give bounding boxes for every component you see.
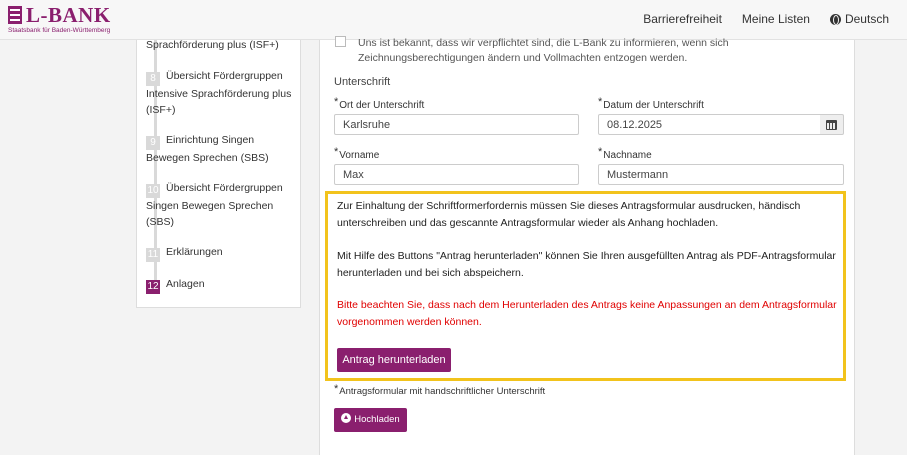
ort-input[interactable] <box>334 114 579 135</box>
nav-language-label: Deutsch <box>844 12 889 26</box>
step-12-active[interactable] <box>146 276 298 294</box>
step-10[interactable] <box>146 180 298 230</box>
ort-label <box>334 96 424 111</box>
step-7-partial[interactable] <box>146 37 298 53</box>
nachname-input[interactable] <box>598 164 844 185</box>
step-label: Übersicht Fördergruppen Intensive Sprachförderung plus (ISF+) <box>146 70 292 116</box>
required-marker: * <box>334 146 339 158</box>
brand-name: L-BANK <box>26 3 111 27</box>
step-label: Anlagen <box>166 278 205 290</box>
calendar-button[interactable] <box>820 114 844 135</box>
l-bank-logo-icon <box>8 6 22 24</box>
nachname-label <box>598 146 652 161</box>
nav-meine-listen[interactable]: Meine Listen <box>741 12 810 26</box>
upload-label <box>334 383 545 397</box>
header-nav <box>643 12 889 26</box>
datum-label-text: Datum der Unterschrift <box>603 100 704 111</box>
upload-button[interactable] <box>334 408 407 432</box>
step-sidebar <box>136 40 301 308</box>
upload-circle-icon <box>341 413 351 423</box>
signature-info-box <box>325 191 846 381</box>
info-paragraph-1: Zur Einhaltung der Schriftformerfordernis müssen Sie dieses Antragsformular ausdrucken, händisch unterschreiben und das gescannte Antragsformular wieder als Anhang hochladen. <box>337 200 801 229</box>
required-marker: * <box>334 383 339 395</box>
authorization-note: Uns ist bekannt, dass wir verpflichtet sind, die L-Bank zu informieren, wenn sich Zeichnungsberechtigungen ändern und Vollmachten entzogen werden. <box>358 37 729 64</box>
step-label: Erklärungen <box>166 246 223 258</box>
datum-input[interactable] <box>598 114 821 135</box>
step-number: 10 <box>147 185 159 196</box>
upload-label-text: Antragsformular mit handschriftlicher Unterschrift <box>339 386 546 397</box>
l-bank-logo[interactable] <box>6 4 116 36</box>
authorization-checkbox[interactable] <box>335 36 346 47</box>
step-11[interactable] <box>146 244 298 262</box>
required-marker: * <box>598 146 603 158</box>
step-8[interactable] <box>146 68 298 118</box>
vorname-label-text: Vorname <box>339 150 380 161</box>
info-paragraph-2: Mit Hilfe des Buttons "Antrag herunterladen" können Sie Ihren ausgefüllten Antrag als PDF-Antragsformular herunterladen und bei sich abspeichern. <box>337 250 836 279</box>
form-panel <box>319 37 855 455</box>
step-9[interactable] <box>146 132 298 166</box>
top-header <box>0 0 907 40</box>
step-number: 11 <box>147 249 159 260</box>
upload-button-label: Hochladen <box>354 414 400 425</box>
step-label: Sprachförderung plus (ISF+) <box>146 39 279 51</box>
nachname-label-text: Nachname <box>603 150 652 161</box>
step-label: Einrichtung Singen Bewegen Sprechen (SBS) <box>146 134 269 164</box>
globe-icon <box>830 14 841 25</box>
step-number: 12 <box>147 281 159 292</box>
datum-label <box>598 96 704 111</box>
required-marker: * <box>334 96 339 108</box>
download-application-button[interactable]: Antrag herunterladen <box>337 348 451 372</box>
step-number: 8 <box>146 72 160 86</box>
ort-label-text: Ort der Unterschrift <box>339 100 425 111</box>
step-number: 9 <box>146 136 160 150</box>
nav-language[interactable] <box>830 12 889 26</box>
vorname-input[interactable] <box>334 164 579 185</box>
brand-tagline: Staatsbank für Baden-Württemberg <box>8 27 111 34</box>
info-warning: Bitte beachten Sie, dass nach dem Herunterladen des Antrags keine Anpassungen an dem Antragsformular vorgenommen werden können. <box>337 299 837 328</box>
required-marker: * <box>598 96 603 108</box>
step-label: Übersicht Fördergruppen Singen Bewegen Sprechen (SBS) <box>146 182 283 228</box>
vorname-label <box>334 146 379 161</box>
calendar-icon <box>826 120 837 130</box>
section-title: Unterschrift <box>334 76 391 88</box>
nav-barrierefreiheit[interactable]: Barrierefreiheit <box>643 12 722 26</box>
